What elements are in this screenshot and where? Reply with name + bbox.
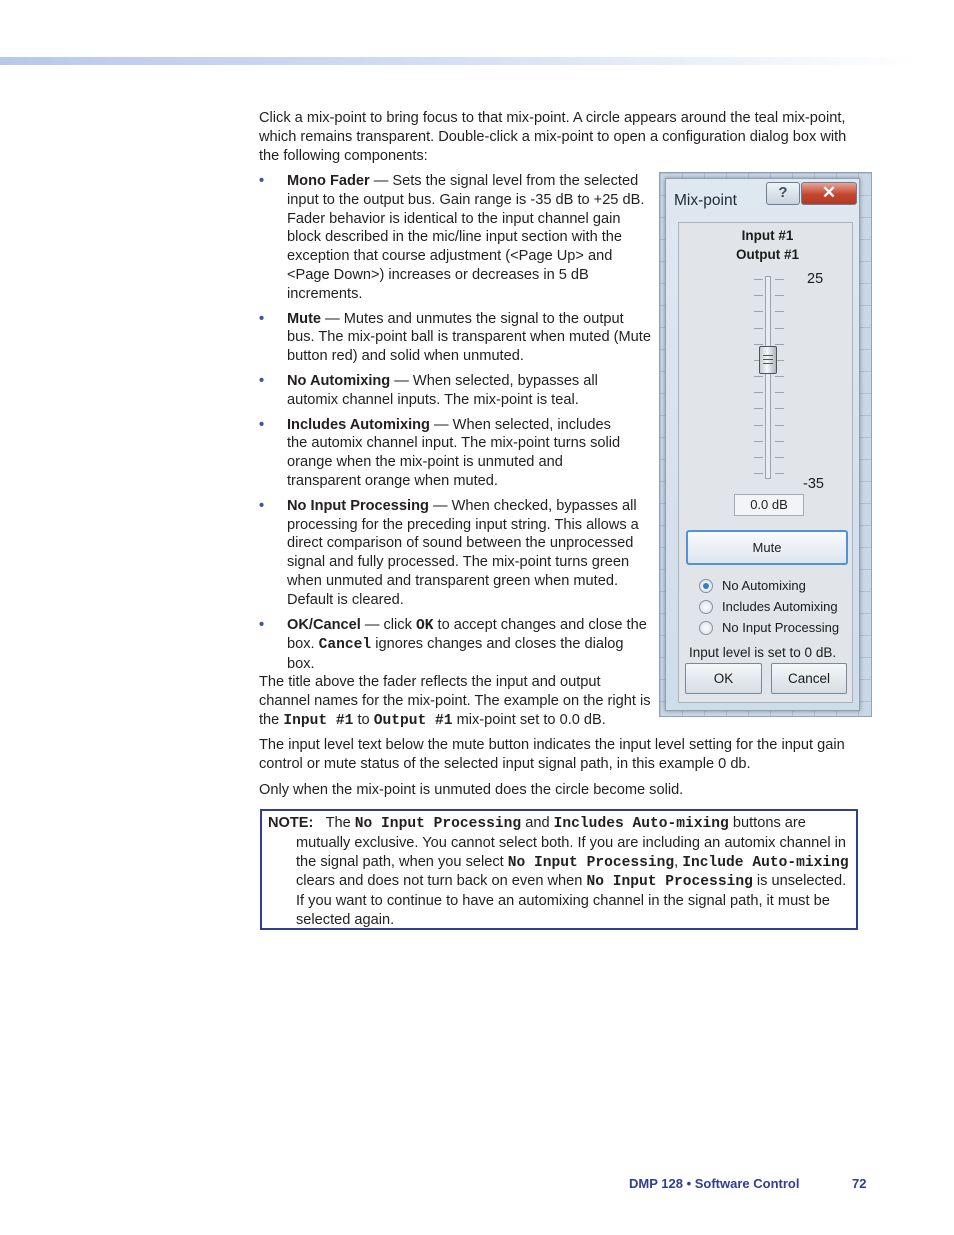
fader-tick: [754, 473, 763, 474]
fader-tick: [754, 279, 763, 280]
note-span: clears and does not turn back on even when: [296, 873, 587, 890]
list-item: [259, 172, 654, 304]
fader-tick: [754, 328, 763, 329]
list-item: [259, 616, 654, 674]
intro-paragraph: Click a mix-point to bring focus to that mix-point. A circle appears around the teal mix-point, which remains transparent. Double-click a mix-point to open a configuration dialog box with the following components:: [259, 110, 847, 164]
radio-label: No Automixing: [722, 577, 806, 593]
close-icon: ✕: [821, 183, 837, 203]
note-span: ,: [674, 853, 683, 870]
okcancel-text: ignores changes and closes the dialog box.: [287, 636, 624, 673]
term-ok-cancel: OK/Cancel: [287, 616, 361, 633]
fader-thumb[interactable]: [759, 346, 777, 374]
radio-selected-icon: [699, 579, 713, 593]
note-box: [260, 809, 858, 930]
page-number: 72: [852, 1176, 867, 1191]
code-no-input-processing: No Input Processing: [507, 854, 675, 871]
code-cancel: Cancel: [318, 637, 372, 654]
header-gradient-bar: [0, 57, 918, 65]
code-output: Output #1: [373, 712, 453, 729]
title-paragraph: [259, 673, 655, 730]
solid-paragraph: Only when the mix-point is unmuted does the circle become solid.: [259, 782, 684, 798]
note-text: [268, 814, 850, 930]
term-mono-fader: Mono Fader: [287, 173, 370, 189]
list-item: [259, 416, 654, 491]
term-mute: Mute: [287, 310, 322, 327]
code-input: Input #1: [283, 712, 354, 729]
radio-no-automixing[interactable]: [699, 577, 806, 595]
dialog-title: Mix-point: [674, 192, 737, 209]
bullet-icon: •: [259, 416, 265, 433]
component-list: [259, 172, 654, 680]
term-no-automixing: No Automixing: [287, 372, 391, 389]
fader-tick: [754, 457, 763, 458]
cancel-button[interactable]: Cancel: [771, 663, 847, 694]
dialog-window: [665, 178, 860, 711]
fader-tick: [775, 295, 784, 296]
grip-line: [763, 363, 773, 364]
input-level-note: Input level is set to 0 dB.: [689, 645, 837, 660]
radio-includes-automixing[interactable]: [699, 598, 838, 616]
list-item: [259, 497, 654, 610]
dialog-body: [678, 222, 853, 703]
okcancel-text: — click: [360, 616, 416, 633]
note-span: and: [521, 815, 554, 831]
fader-tick: [775, 441, 784, 442]
list-item: [259, 310, 654, 366]
fader-tick: [775, 376, 784, 377]
fader-tick: [754, 311, 763, 312]
list-item: [259, 372, 654, 410]
mute-button[interactable]: Mute: [686, 530, 848, 565]
title-para-text: mix-point set to 0.0 dB.: [452, 711, 606, 728]
grip-line: [763, 355, 773, 356]
mix-point-dialog: [659, 172, 872, 717]
fader-max-label: 25: [807, 271, 824, 287]
code-no-input-processing: No Input Processing: [354, 816, 522, 832]
bullet-icon: •: [259, 497, 265, 514]
radio-no-input-processing[interactable]: [699, 619, 839, 637]
fader-tick: [775, 408, 784, 409]
desc-no-automixing: — When selected, bypasses all automix channel inputs. The mix-point is teal.: [287, 372, 598, 408]
fader-tick: [775, 457, 784, 458]
desc-includes-automixing: — When selected, includes the automix channel input. The mix-point turns solid orange when the mix-point is unmuted and transparent orange when muted.: [287, 416, 621, 489]
code-includes-auto-mixing: Includes Auto-mixing: [553, 816, 729, 832]
term-includes-automixing: Includes Automixing: [287, 416, 430, 433]
desc-mute: — Mutes and unmutes the signal to the output bus. The mix-point ball is transparent when muted (Mute button red) and solid when unmuted.: [287, 310, 651, 365]
bullet-icon: •: [259, 372, 265, 389]
bullet-icon: •: [259, 173, 265, 189]
grip-line: [763, 359, 773, 360]
fader-tick: [754, 376, 763, 377]
note-span: The: [325, 815, 355, 831]
okcancel-text: to accept changes and close the box.: [287, 616, 647, 653]
code-no-input-processing: No Input Processing: [586, 874, 753, 891]
code-include-auto-mixing: Include Auto-mixing: [682, 854, 849, 871]
desc-no-input-processing: — When checked, bypasses all processing for the preceding input string. This allows a direct comparison of sound between the unprocessed signal and fully processed. The mix-point turns green when unmuted and transparent green when muted. Default is cleared.: [287, 497, 639, 608]
title-para-text: to: [353, 711, 374, 728]
fader-tick: [754, 392, 763, 393]
title-para-text: The title above the fader reflects the input and output channel names for the mix-point. The example on the right is the: [259, 674, 651, 728]
help-button[interactable]: [766, 182, 800, 205]
code-ok: OK: [415, 617, 434, 634]
bullet-icon: •: [259, 616, 265, 633]
fader-tick: [754, 441, 763, 442]
close-button[interactable]: [801, 182, 857, 205]
fader-tick: [775, 344, 784, 345]
fader-tick: [775, 392, 784, 393]
note-label: NOTE:: [268, 815, 314, 831]
output-channel-name: Output #1: [736, 247, 799, 262]
fader-tick: [775, 425, 784, 426]
fader-tick: [775, 473, 784, 474]
input-channel-name: Input #1: [741, 228, 794, 243]
bullet-icon: •: [259, 310, 265, 327]
help-icon: ?: [778, 184, 788, 202]
radio-icon: [699, 600, 713, 614]
fader-tick: [754, 425, 763, 426]
fader-tick: [754, 295, 763, 296]
fader-tick: [754, 408, 763, 409]
level-paragraph: The input level text below the mute button indicates the input level setting for the input gain control or mute status of the selected input signal path, in this example 0 db.: [259, 737, 845, 772]
fader-min-label: -35: [803, 476, 824, 492]
level-value-field[interactable]: 0.0 dB: [734, 494, 804, 516]
fader-tick: [775, 311, 784, 312]
note-span: is unselected. If you want to continue to have an automixing channel in the signal path, it must be selected again.: [296, 873, 847, 928]
term-no-input-processing: No Input Processing: [287, 497, 429, 514]
footer-title: DMP 128 • Software Control: [629, 1176, 800, 1191]
fader-tick: [775, 279, 784, 280]
radio-icon: [699, 621, 713, 635]
desc-mono-fader: — Sets the signal level from the selected input to the output bus. Gain range is -35 dB to +25 dB. Fader behavior is identical to the input channel gain block described in the mic/line input section with the exception that course adjustment (<Page Up> and <Page Down>) increases or decreases in 5 dB increments.: [287, 173, 645, 302]
ok-button[interactable]: OK: [685, 663, 762, 694]
fader-tick: [775, 328, 784, 329]
fader-track[interactable]: [765, 276, 771, 479]
note-span: buttons are mutually exclusive. You cannot select both. If you are including an automix channel in the signal path, when you select: [296, 815, 847, 870]
fader-tick: [754, 344, 763, 345]
radio-label: No Input Processing: [722, 619, 840, 635]
radio-label: Includes Automixing: [722, 598, 838, 614]
